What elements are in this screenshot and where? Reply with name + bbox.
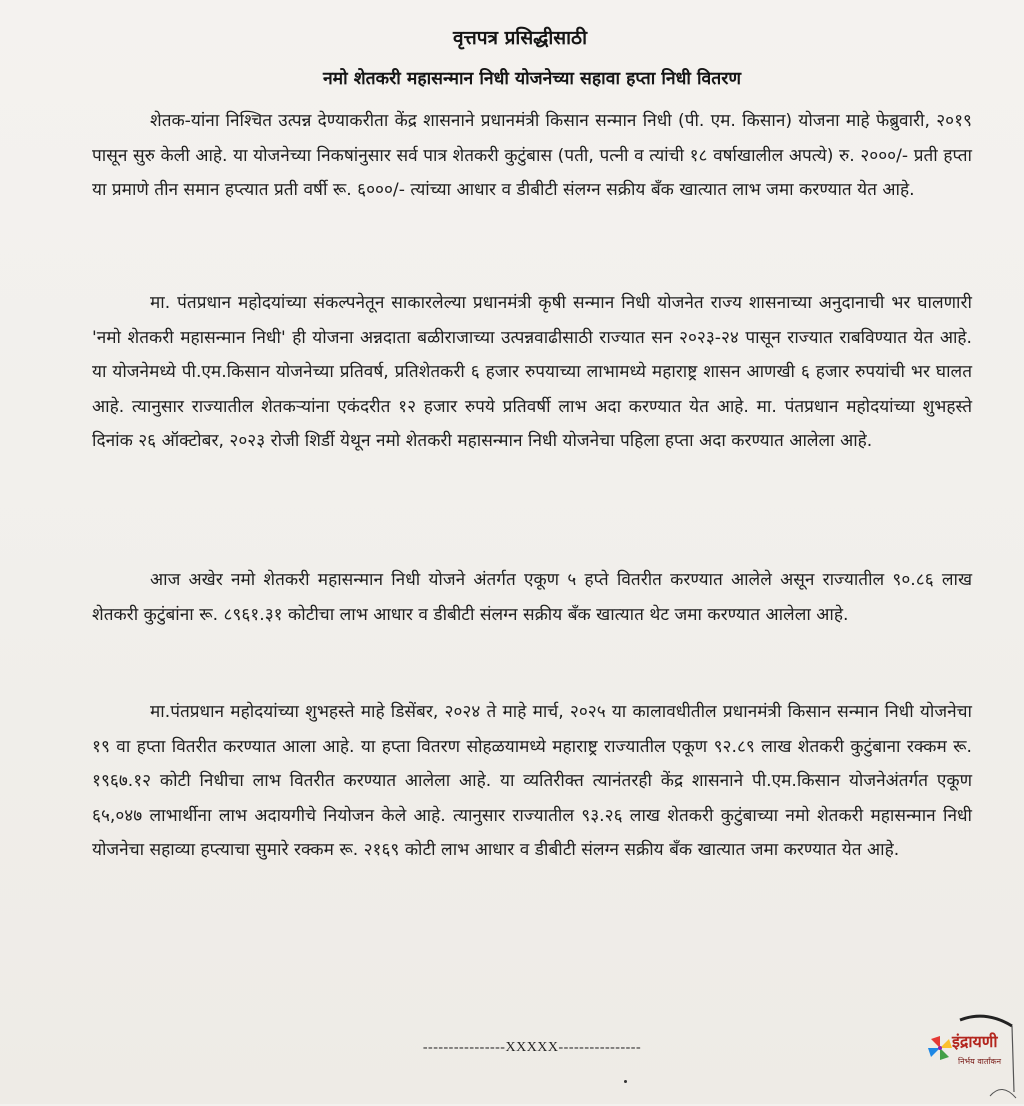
logo-name: इंद्रायणी: [952, 1032, 998, 1051]
paragraph-1: शेतक-यांना निश्चित उत्पन्न देण्याकरीता केंद्र शासनाने प्रधानमंत्री किसान सन्मान निधी (पी. एम. किसान) योजना माहे फेब्रुवारी, २०१९ पासून सुरु केली आहे. या योजनेच्या निकषांनुसार सर्व पात्र शेतकरी कुटुंबास (पती, पत्नी व त्यांची १८ वर्षाखालील अपत्ये) रु. २०००/- प्रती हप्ता या प्रमाणे तीन समान हप्त्यात प्रती वर्षी रू. ६०००/- त्यांच्या आधार व डीबीटी संलग्न सक्रीय बँक खात्यात लाभ जमा करण्यात येत आहे.: [92, 111, 972, 201]
speck: [624, 1080, 627, 1083]
document-title: वृत्तपत्र प्रसिद्धीसाठी: [453, 27, 587, 49]
paragraph-3: आज अखेर नमो शेतकरी महासन्मान निधी योजने अंतर्गत एकूण ५ हप्ते वितरीत करण्यात आलेले असून राज्यातील ९०.८६ लाख शेतकरी कुटुंबांना रू. ८९६१.३१ कोटीचा लाभ आधार व डीबीटी संलग्न सक्रीय बँक खात्यात थेट जमा करण्यात आलेला आहे.: [92, 570, 972, 625]
paragraph-2: मा. पंतप्रधान महोदयांच्या संकल्पनेतून साकारलेल्या प्रधानमंत्री कृषी सन्मान निधी योजनेत राज्य शासनाच्या अनुदानाची भर घालणारी 'नमो शेतकरी महासन्मान निधी' ही योजना अन्नदाता बळीराजाच्या उत्पन्नवाढीसाठी राज्यात सन २०२३-२४ पासून राज्यात राबविण्यात येत आहे. या योजनेमध्ये पी.एम.किसान योजनेच्या प्रतिवर्ष, प्रतिशेतकरी ६ हजार रुपयाच्या लाभामध्ये महाराष्ट्र शासन आणखी ६ हजार रुपयांची भर घालत आहे. त्यानुसार राज्यातील शेतकऱ्यांना एकंदरीत १२ हजार रुपये प्रतिवर्षी लाभ अदा करण्यात येत आहे. मा. पंतप्रधान महोदयांच्या शुभहस्ते दिनांक २६ ऑक्टोबर, २०२३ रोजी शिर्डी येथून नमो शेतकरी महासन्मान निधी योजनेचा पहिला हप्ता अदा करण्यात आलेला आहे.: [92, 293, 972, 452]
logo-tagline: निर्भय वार्तांकन: [958, 1057, 1002, 1066]
document-subtitle: नमो शेतकरी महासन्मान निधी योजनेच्या सहावा हप्ता निधी वितरण: [322, 69, 742, 89]
watermark-logo: [928, 1012, 1020, 1102]
paragraph-4: मा.पंतप्रधान महोदयांच्या शुभहस्ते माहे डिसेंबर, २०२४ ते माहे मार्च, २०२५ या कालावधीतील प्रधानमंत्री किसान सन्मान निधी योजनेचा १९ वा हप्ता वितरीत करण्यात आला आहे. या हप्ता वितरण सोहळयामध्ये महाराष्ट्र राज्यातील एकूण ९२.८९ लाख शेतकरी कुटुंबाना रक्कम रू. १९६७.१२ कोटी निधीचा लाभ वितरीत करण्यात आलेला आहे. या व्यतिरीक्त त्यानंतरही केंद्र शासनाने पी.एम.किसान योजनेअंतर्गत एकूण ६५,०४७ लाभार्थीना लाभ अदायगीचे नियोजन केले आहे. त्यानुसार राज्यातील ९३.२६ लाख शेतकरी कुटुंबाच्या नमो शेतकरी महासन्मान निधी योजनेचा सहाव्या हप्त्याचा सुमारे रक्कम रू. २१६९ कोटी लाभ आधार व डीबीटी संलग्न सक्रीय बँक खात्यात जमा करण्यात येत आहे.: [92, 702, 972, 861]
end-of-document-mark: ----------------XXXXX----------------: [422, 1040, 642, 1055]
